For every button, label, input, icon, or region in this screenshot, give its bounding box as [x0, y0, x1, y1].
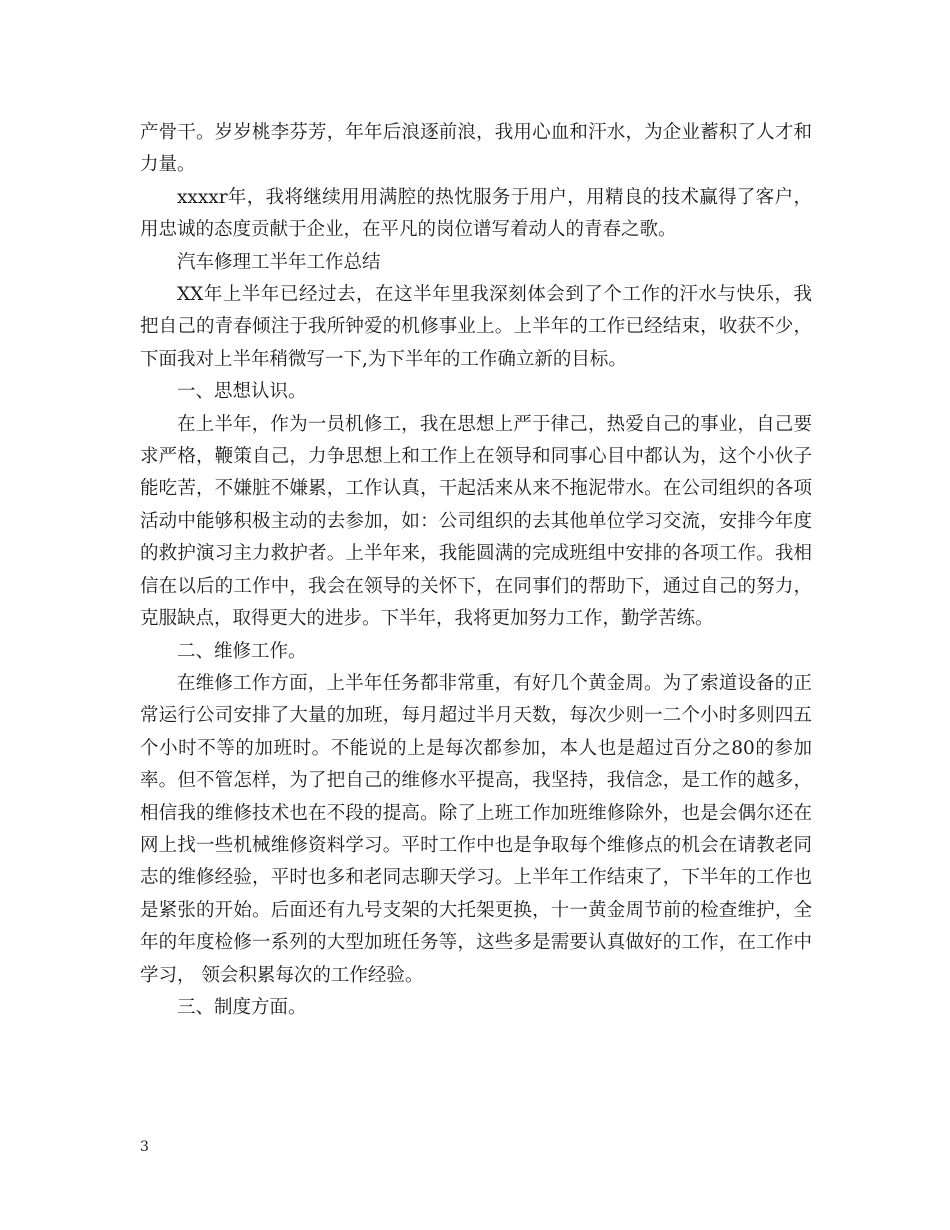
heading-maintenance: 二、维修工作。: [177, 640, 307, 662]
document-body: [140, 117, 812, 1024]
heading-thought: 一、思想认识。: [177, 381, 307, 403]
section-title: 汽车修理工半年工作总结: [177, 251, 381, 273]
paragraph-2: xxxxr年，我将继续用用满腔的热忱服务于用户，用精良的技术赢得了客户，用忠诚的态度贡献于企业，在平凡的岗位谱写着动人的青春之歌。: [140, 186, 812, 241]
heading-system: 三、制度方面。: [177, 996, 307, 1018]
paragraph-intro: XX年上半年已经过去，在这半年里我深刻体会到了个工作的汗水与快乐，我把自己的青春倾注于我所钟爱的机修事业上。上半年的工作已经结束，收获不少，下面我对上半年稍微写一下,为下半年的工作确立新的目标。: [140, 284, 812, 370]
paragraph-maintenance: 在维修工作方面，上半年任务都非常重，有好几个黄金周。为了索道设备的正常运行公司安排了大量的加班，每月超过半月天数，每次少则一二个小时多则四五个小时不等的加班时。不能说的上是每次都参加，本人也是超过百分之80的参加率。但不管怎样，为了把自己的维修水平提高，我坚持，我信念，是工作的越多，相信我的维修技术也在不段的提高。除了上班工作加班维修除外，也是会偶尔还在网上找一些机械维修资料学习。平时工作中也是争取每个维修点的机会在请教老同志的维修经验，平时也多和老同志聊天学习。上半年工作结束了，下半年的工作也是紧张的开始。后面还有九号支架的大托架更换，十一黄金周节前的检查维护，全年的年度检修一系列的大型加班任务等，这些多是需要认真做好的工作，在工作中学习， 领会积累每次的工作经验。: [140, 672, 812, 986]
paragraph-1: 产骨干。岁岁桃李芬芳，年年后浪逐前浪，我用心血和汗水，为企业蓄积了人才和力量。: [140, 122, 812, 176]
paragraph-thought: 在上半年，作为一员机修工，我在思想上严于律己，热爱自己的事业，自己要求严格，鞭策自己，力争思想上和工作上在领导和同事心目中都认为，这个小伙子能吃苦，不嫌脏不嫌累，工作认真，干起活来从来不拖泥带水。在公司组织的各项活动中能够积极主动的去参加，如：公司组织的去其他单位学习交流，安排今年度的救护演习主力救护者。上半年来，我能圆满的完成班组中安排的各项工作。我相信在以后的工作中，我会在领导的关怀下，在同事们的帮助下，通过自己的努力，克服缺点，取得更大的进步。下半年，我将更加努力工作，勤学苦练。: [140, 413, 812, 630]
page-number: 3: [140, 1139, 149, 1155]
